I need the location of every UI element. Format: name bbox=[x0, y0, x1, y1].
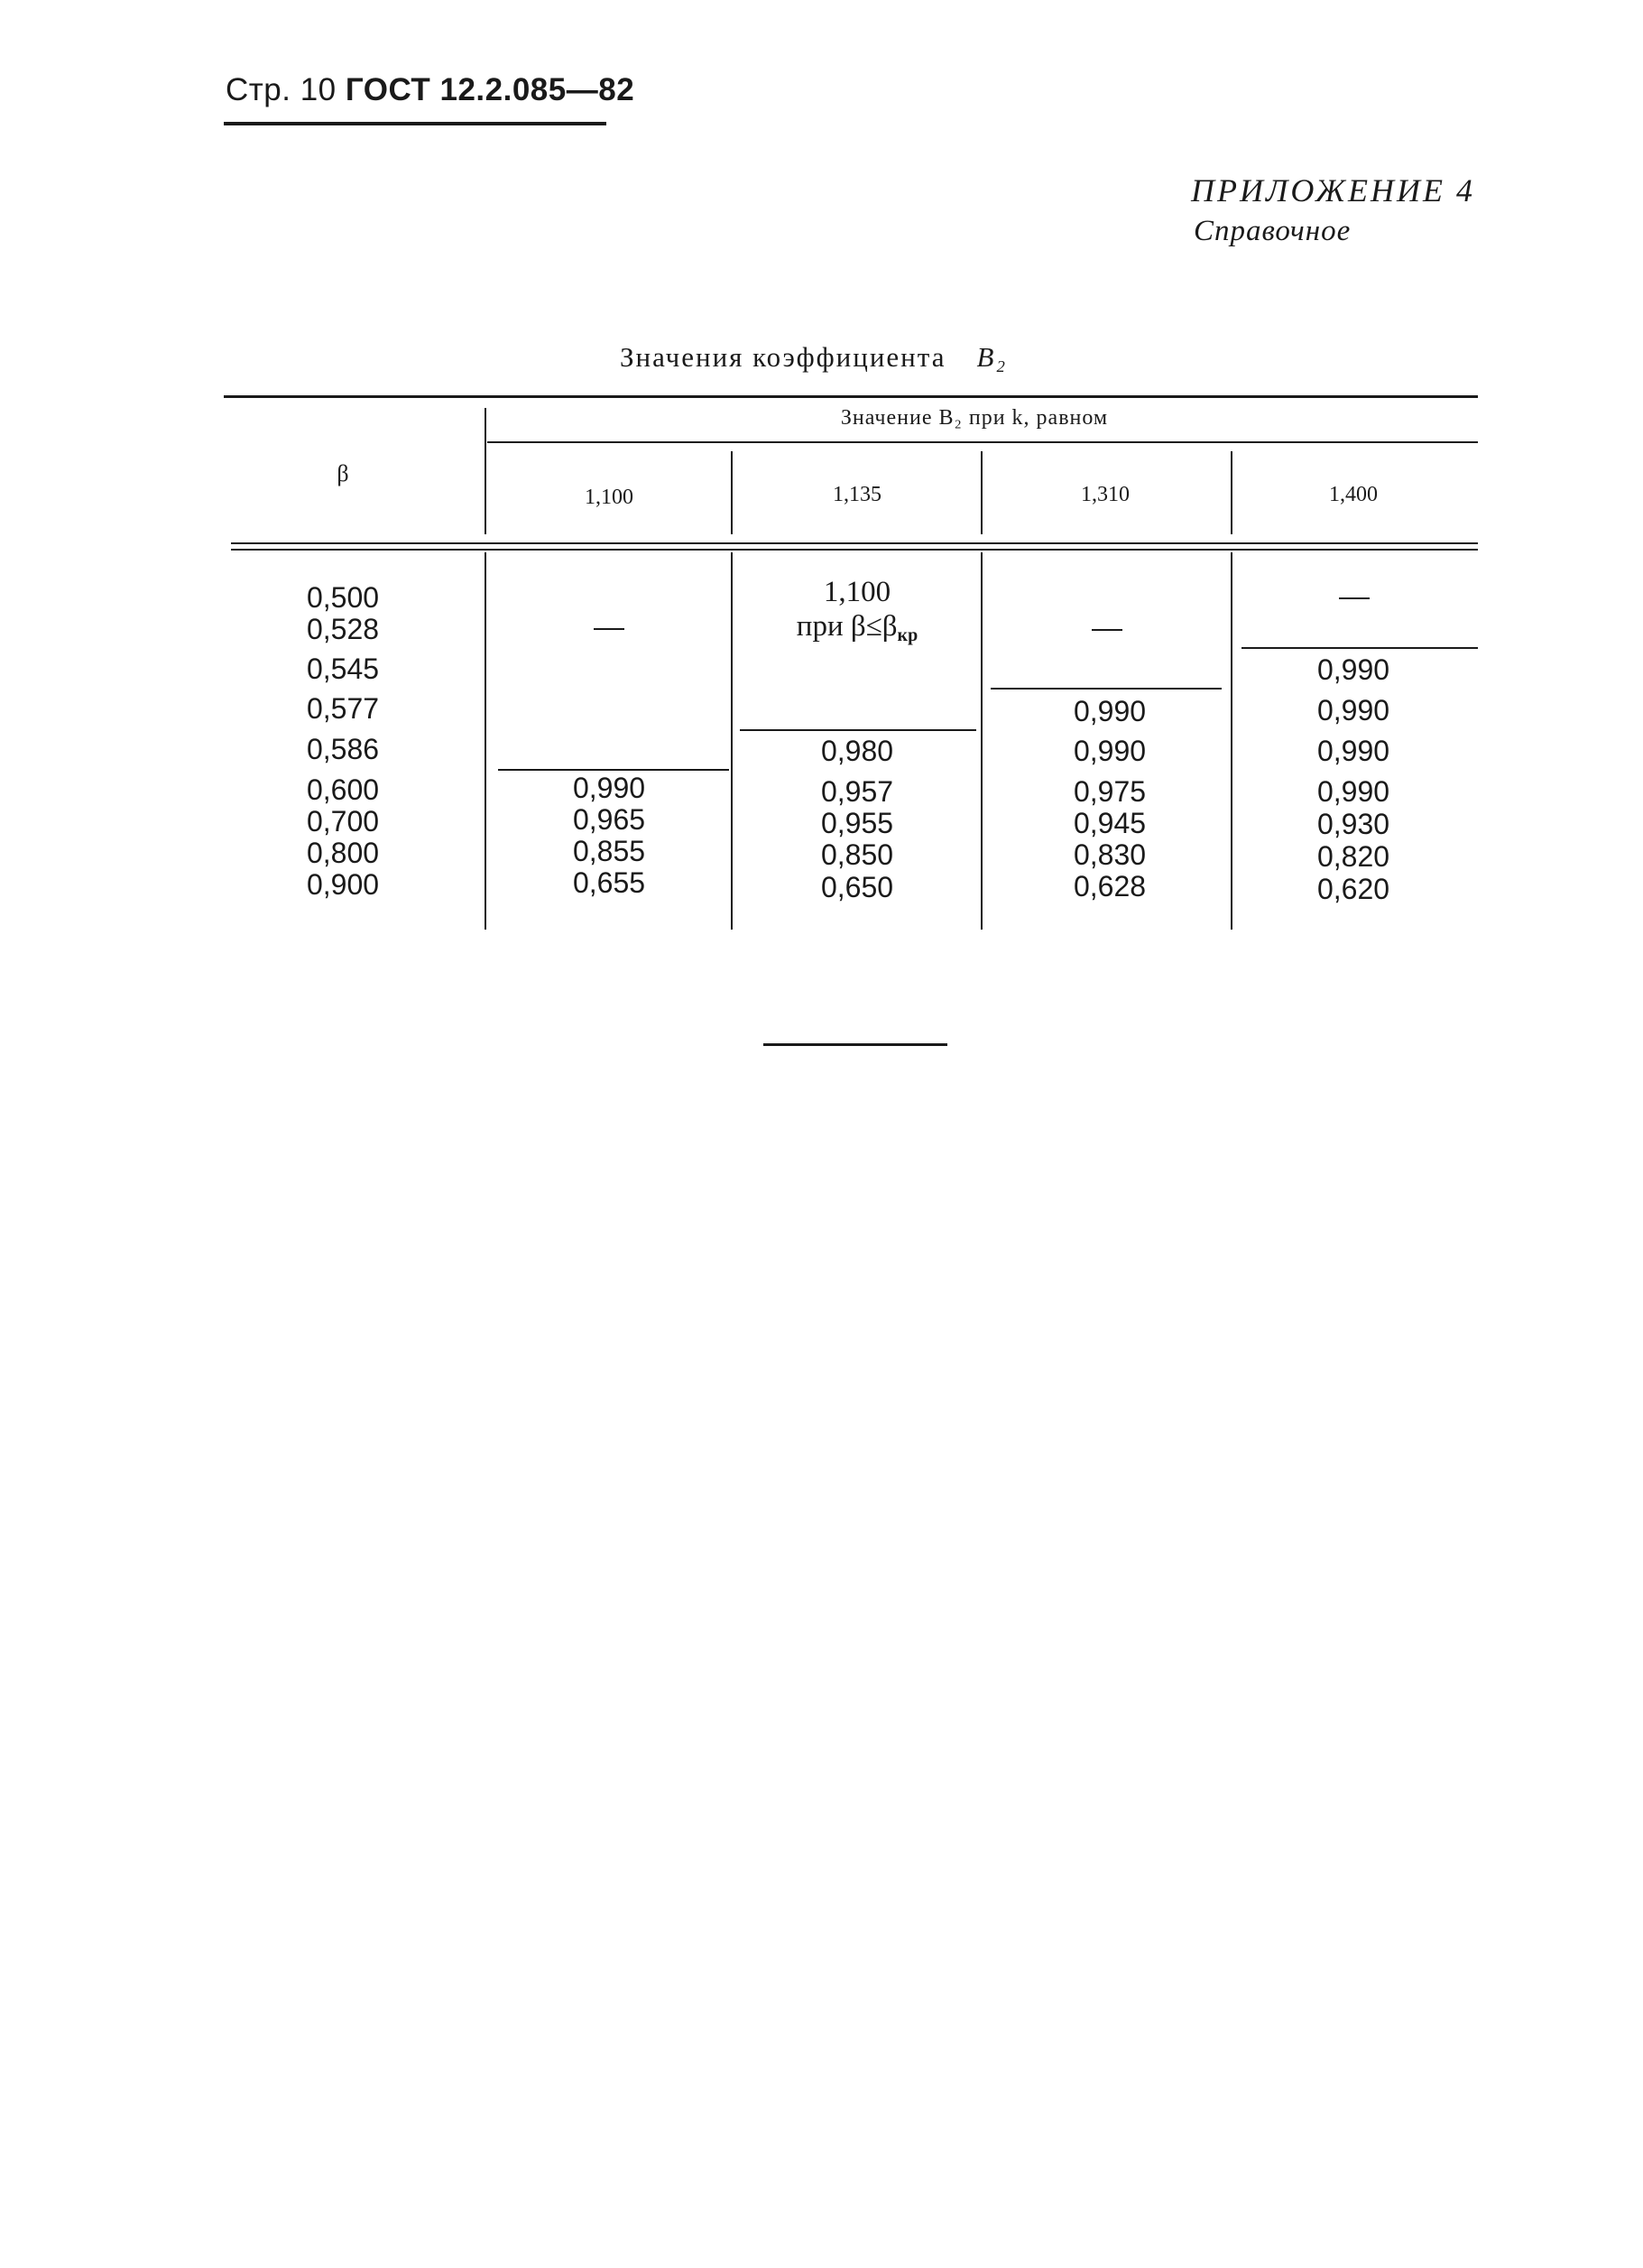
column-header-1400: 1,400 bbox=[1329, 483, 1378, 506]
beta-value: 0,577 bbox=[306, 692, 380, 725]
b2-value-1100: 0,655 bbox=[572, 866, 646, 899]
beta-value: 0,500 bbox=[306, 581, 380, 614]
body-vline-4 bbox=[1231, 552, 1232, 930]
row-header-beta: β bbox=[337, 460, 349, 486]
beta-value: 0,900 bbox=[306, 868, 380, 901]
beta-value: 0,586 bbox=[306, 733, 380, 765]
special-condition-1135 bbox=[753, 609, 961, 653]
beta-value: 0,600 bbox=[306, 773, 380, 806]
header-vline-2 bbox=[731, 451, 733, 534]
dash-1310 bbox=[1092, 629, 1122, 631]
body-vline-1 bbox=[485, 552, 486, 930]
column-header-1135: 1,135 bbox=[833, 483, 881, 506]
beta-value: 0,545 bbox=[306, 653, 380, 685]
page-number: Стр. 10 bbox=[226, 72, 337, 107]
beta-value: 0,700 bbox=[306, 805, 380, 838]
b2-value-1400: 0,820 bbox=[1316, 840, 1390, 873]
header-bottom-rule-1 bbox=[231, 542, 1478, 544]
b2-value-1400: 0,990 bbox=[1316, 694, 1390, 727]
dash-1400 bbox=[1339, 597, 1370, 599]
header-bottom-rule-2 bbox=[231, 549, 1478, 551]
standard-number: ГОСТ 12.2.085—82 bbox=[345, 72, 635, 107]
b2-value-1400: 0,990 bbox=[1316, 735, 1390, 767]
b2-value-1400: 0,930 bbox=[1316, 808, 1390, 840]
end-of-appendix-rule bbox=[763, 1043, 947, 1046]
page-header bbox=[226, 72, 634, 108]
header-vline-3 bbox=[981, 451, 983, 534]
b2-value-1135: 0,980 bbox=[820, 735, 894, 767]
table-title-symbol: B₂ bbox=[976, 341, 1008, 373]
body-vline-3 bbox=[981, 552, 983, 930]
table-top-rule bbox=[224, 395, 1478, 398]
b2-value-1400: 0,990 bbox=[1316, 775, 1390, 808]
b2-value-1100: 0,855 bbox=[572, 835, 646, 867]
beta-value: 0,800 bbox=[306, 837, 380, 869]
beta-value: 0,528 bbox=[306, 613, 380, 645]
group-header-rule bbox=[487, 441, 1478, 443]
column-header-1310: 1,310 bbox=[1081, 483, 1130, 506]
step-rule-1310 bbox=[991, 688, 1222, 690]
table-title-text: Значения коэффициента bbox=[620, 341, 946, 373]
step-rule-1100 bbox=[498, 769, 729, 771]
appendix-title: ПРИЛОЖЕНИЕ 4 bbox=[1191, 172, 1475, 208]
header-vline-4 bbox=[1231, 451, 1232, 534]
b2-value-1400: 0,620 bbox=[1316, 873, 1390, 905]
b2-value-1135: 0,650 bbox=[820, 871, 894, 903]
b2-value-1310: 0,990 bbox=[1073, 735, 1147, 767]
b2-value-1310: 0,628 bbox=[1073, 870, 1147, 903]
appendix-subtitle: Справочное bbox=[1194, 215, 1352, 247]
b2-value-1135: 0,957 bbox=[820, 775, 894, 808]
b2-value-1400: 0,990 bbox=[1316, 653, 1390, 686]
special-value-1135: 1,100 bbox=[823, 576, 891, 608]
b2-value-1100: 0,965 bbox=[572, 803, 646, 836]
special-condition-subscript: кр bbox=[897, 625, 918, 645]
step-rule-1400 bbox=[1241, 647, 1478, 649]
column-header-1100: 1,100 bbox=[585, 486, 633, 509]
b2-value-1310: 0,945 bbox=[1073, 807, 1147, 839]
b2-value-1135: 0,955 bbox=[820, 807, 894, 839]
header-vline-1 bbox=[485, 408, 486, 534]
body-vline-2 bbox=[731, 552, 733, 930]
table-title bbox=[620, 341, 1007, 374]
b2-value-1135: 0,850 bbox=[820, 838, 894, 871]
special-condition-text: при β≤β bbox=[796, 610, 898, 643]
b2-value-1310: 0,830 bbox=[1073, 838, 1147, 871]
b2-value-1310: 0,990 bbox=[1073, 695, 1147, 727]
dash-1100 bbox=[594, 628, 624, 630]
header-underline bbox=[224, 122, 606, 125]
b2-value-1100: 0,990 bbox=[572, 772, 646, 804]
group-header: Значение B₂ при k, равном bbox=[840, 406, 1109, 430]
b2-value-1310: 0,975 bbox=[1073, 775, 1147, 808]
step-rule-1135 bbox=[740, 729, 976, 731]
